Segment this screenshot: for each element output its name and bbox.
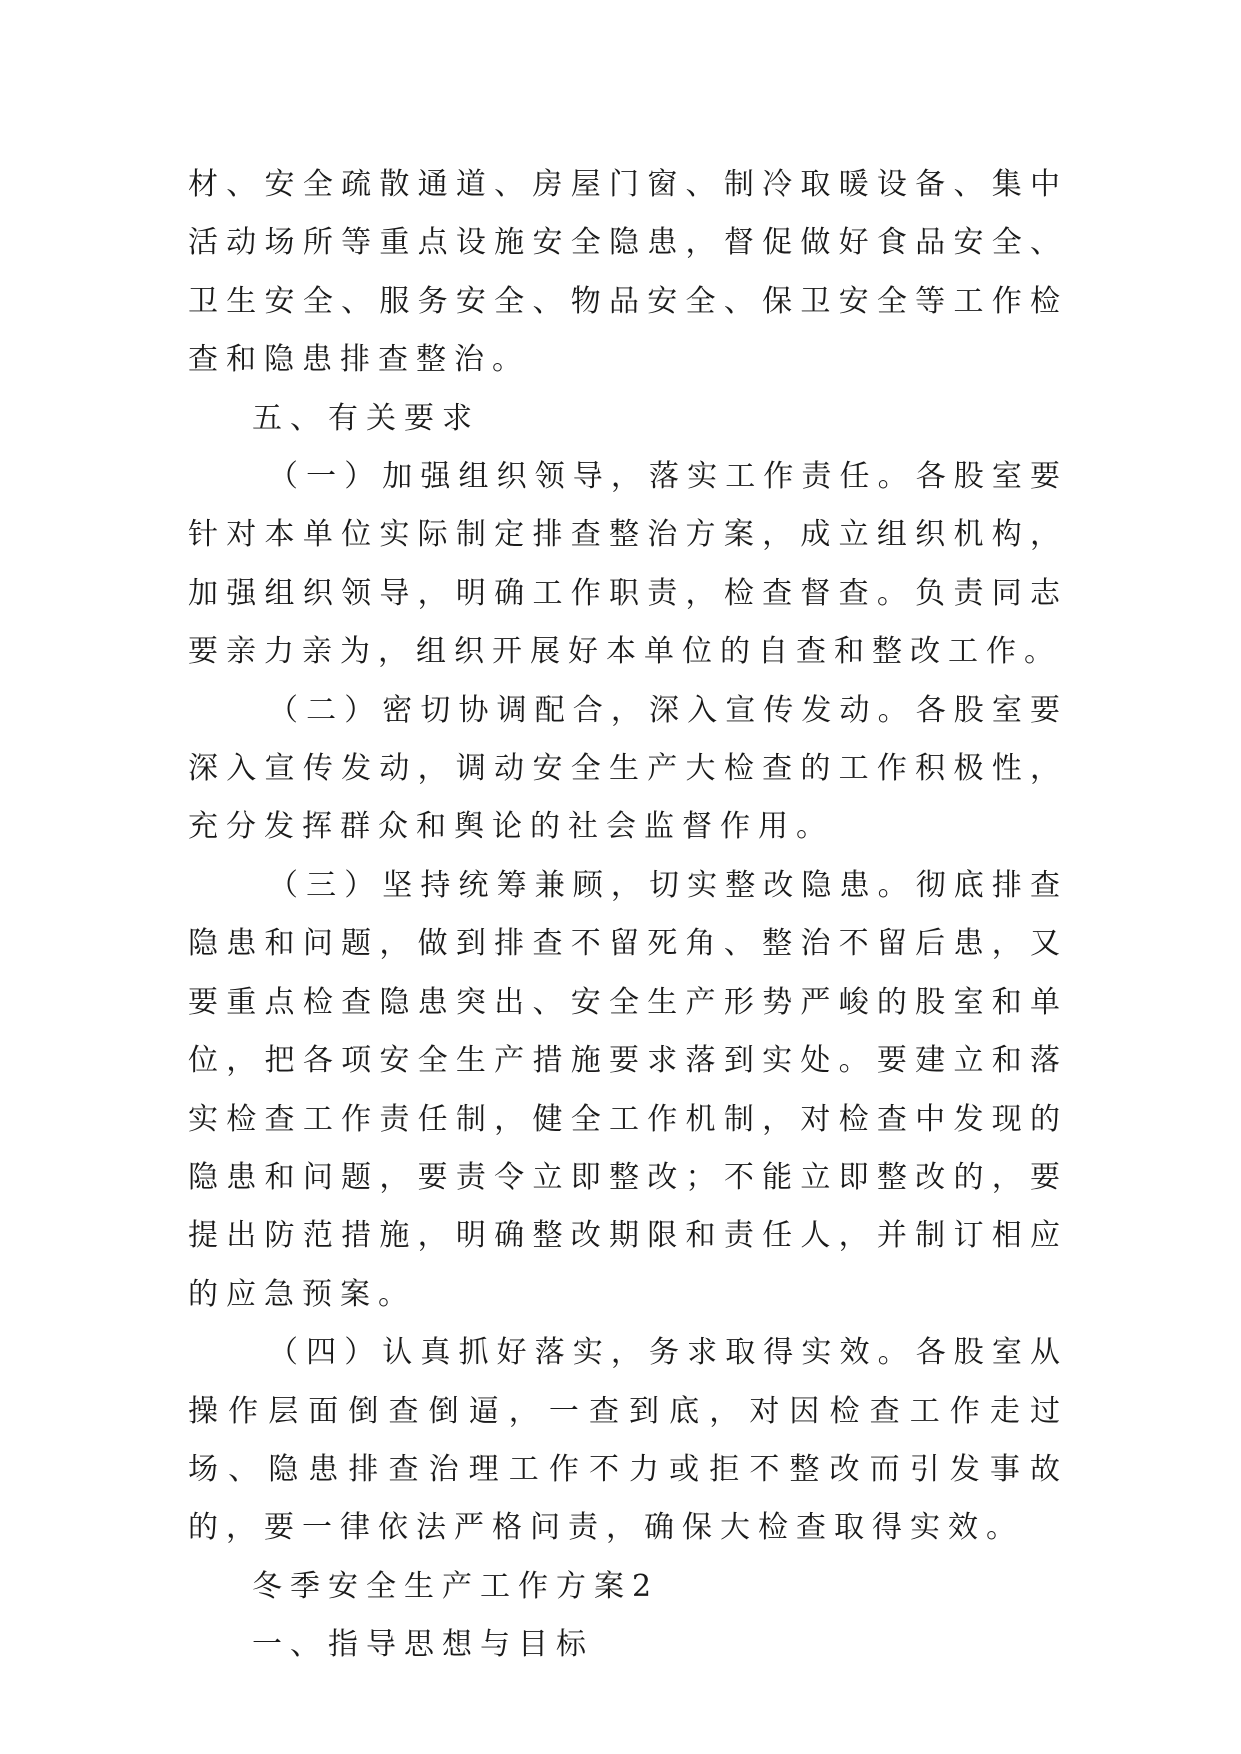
section-heading-guiding-ideology: 一、指导思想与目标 xyxy=(252,1627,594,1663)
paragraph-requirement-3: （三）坚持统筹兼顾，切实整改隐患。彻底排查隐患和问题，做到排查不留死角、整治不留后患，又要重点检查隐患突出、安全生产形势严峻的股室和单位，把各项安全生产措施要求落到实处。要建立和落实检查工作责任制，健全工作机制，对检查中发现的隐患和问题，要责令立即整改；不能立即整改的，要提出防范措施，明确整改期限和责任人，并制订相应的应急预案。 xyxy=(188,867,1068,1312)
paragraph-requirement-1: （一）加强组织领导，落实工作责任。各股室要针对本单位实际制定排查整治方案，成立组织机构，加强组织领导，明确工作职责，检查督查。负责同志要亲力亲为，组织开展好本单位的自查和整改工作。 xyxy=(188,459,1068,670)
document-subtitle: 冬季安全生产工作方案2 xyxy=(252,1568,660,1604)
document-body xyxy=(188,156,1068,1675)
paragraph-requirement-2: （二）密切协调配合，深入宣传发动。各股室要深入宣传发动，调动安全生产大检查的工作积极性，充分发挥群众和舆论的社会监督作用。 xyxy=(188,692,1068,845)
section-heading-requirements: 五、有关要求 xyxy=(252,400,480,436)
paragraph-requirement-4: （四）认真抓好落实，务求取得实效。各股室从操作层面倒查倒逼，一查到底，对因检查工作走过场、隐患排查治理工作不力或拒不整改而引发事故的，要一律依法严格问责，确保大检查取得实效。 xyxy=(188,1335,1068,1546)
paragraph-continuation: 材、安全疏散通道、房屋门窗、制冷取暖设备、集中活动场所等重点设施安全隐患，督促做好食品安全、卫生安全、服务安全、物品安全、保卫安全等工作检查和隐患排查整治。 xyxy=(188,167,1068,378)
